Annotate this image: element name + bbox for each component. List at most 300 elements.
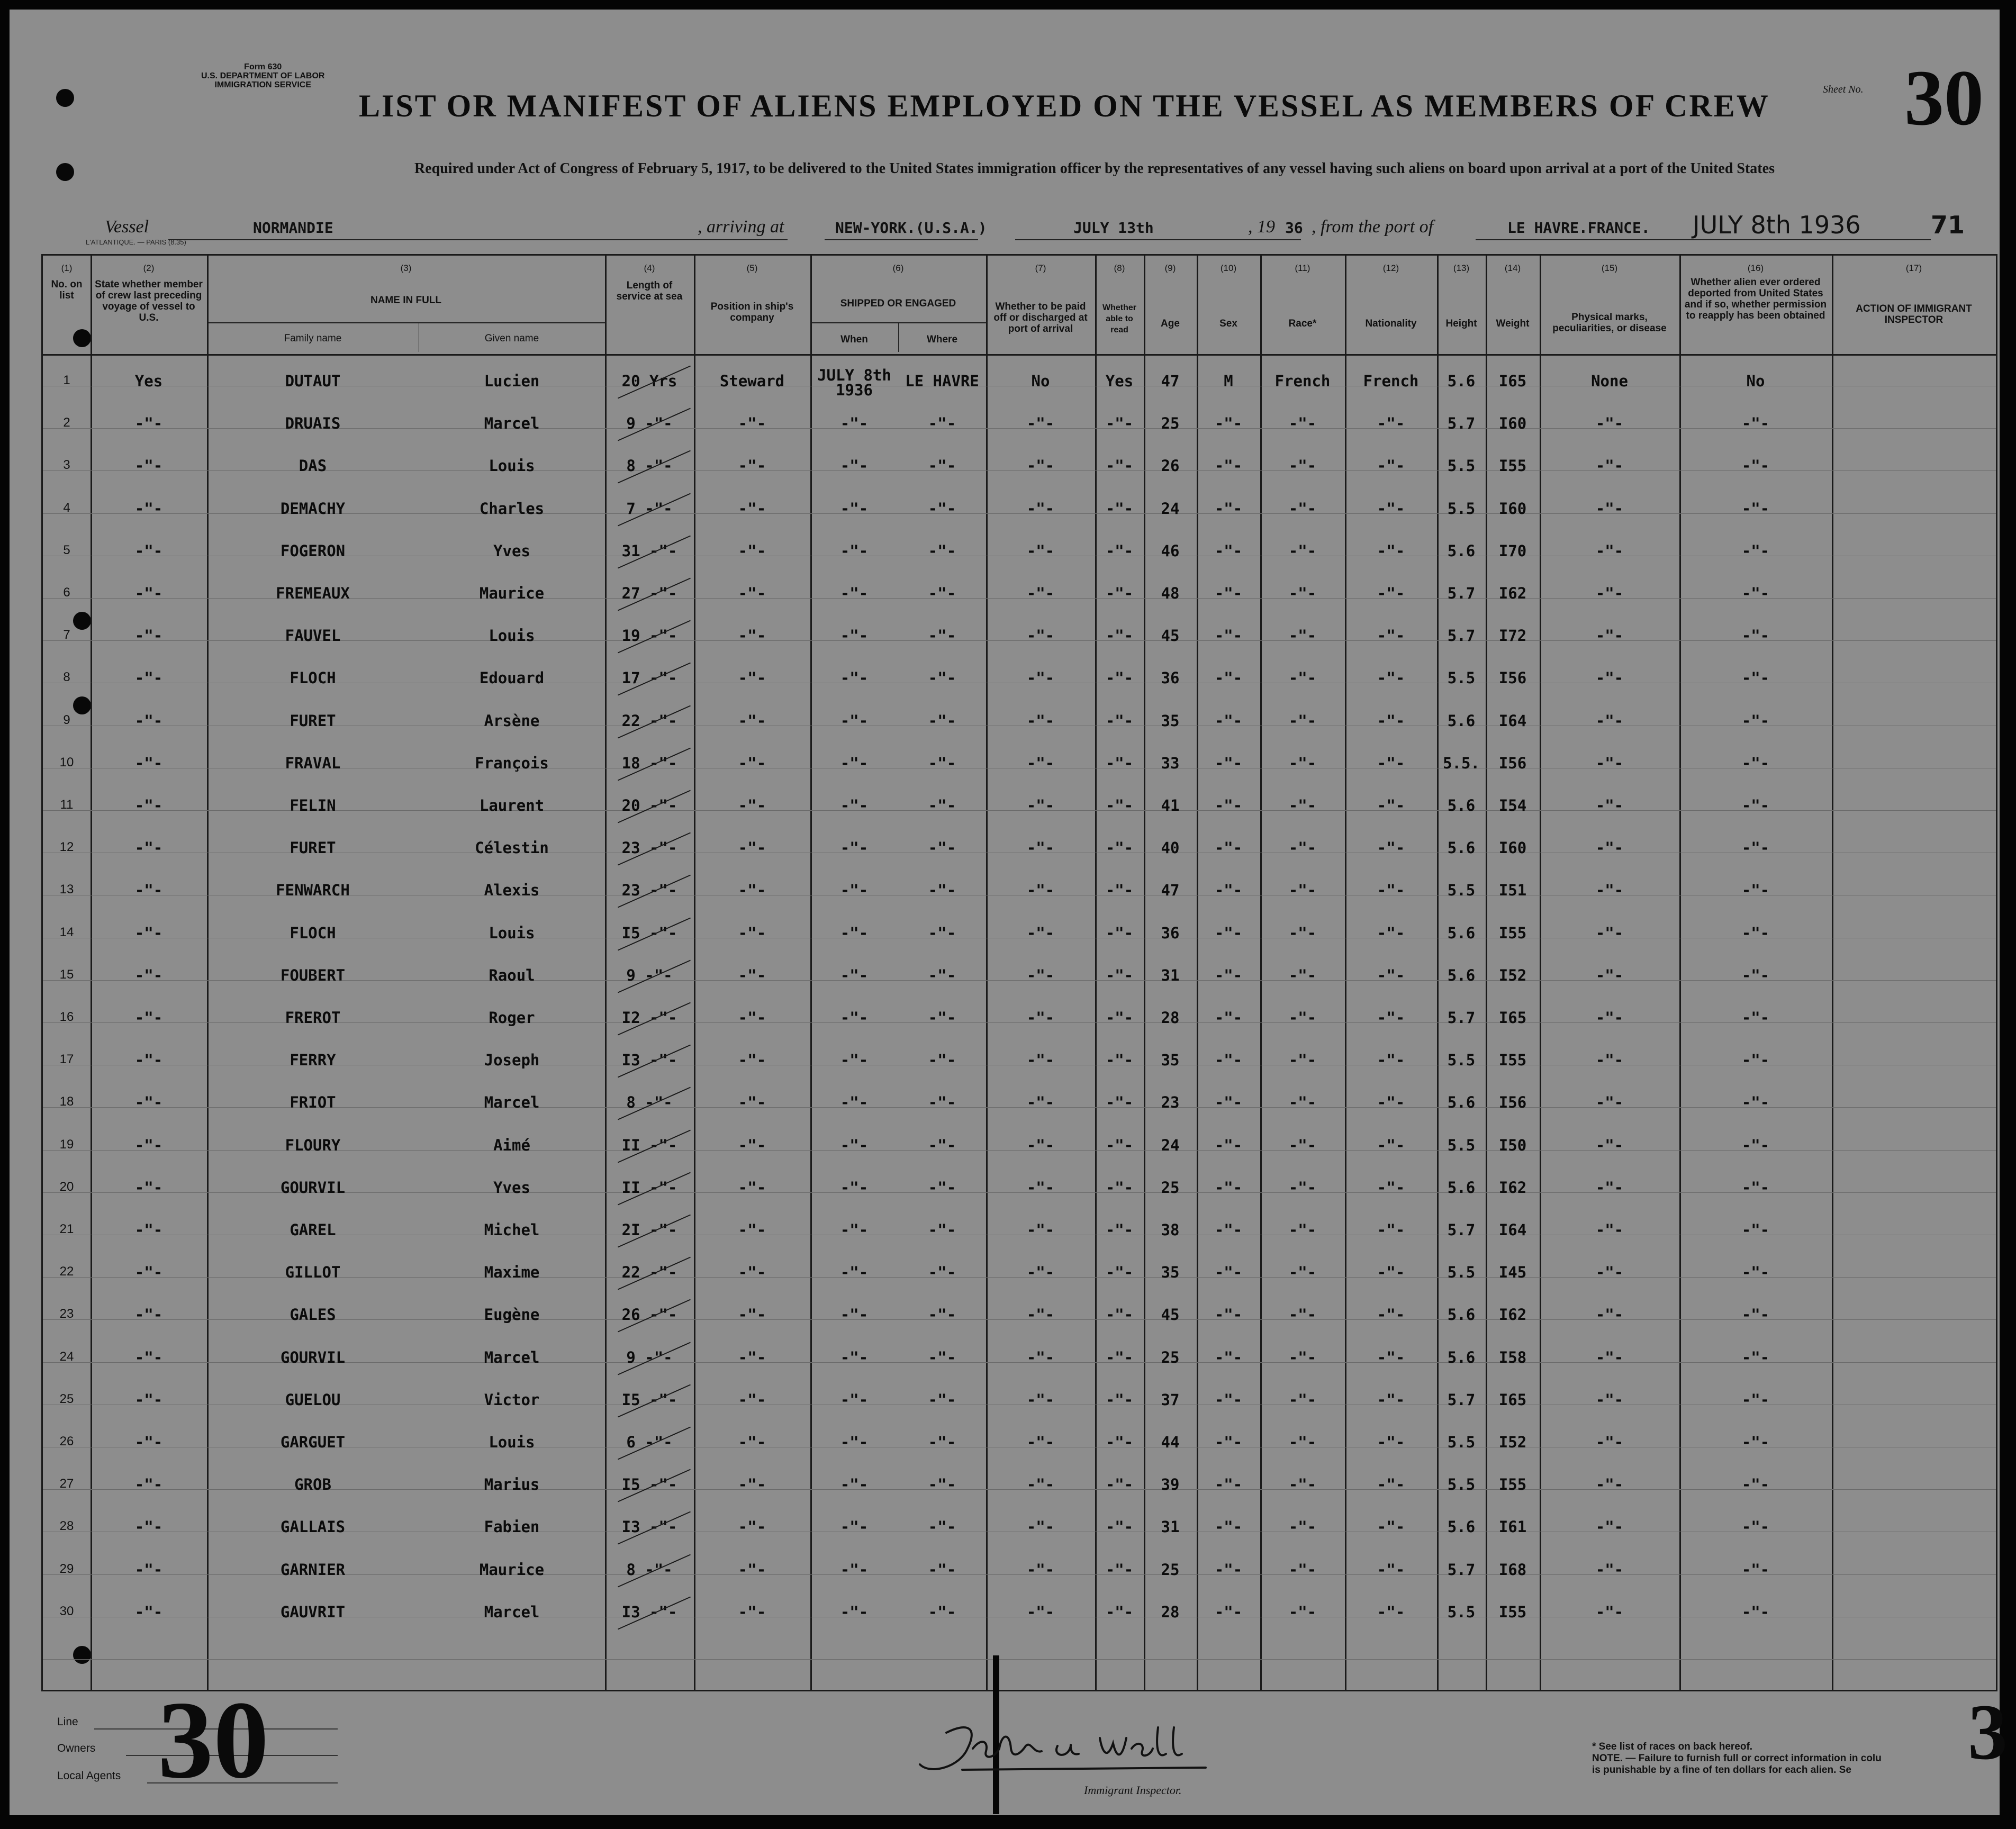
family-name-cell: FLOCH	[290, 923, 336, 942]
shipped-where-cell: -"-	[928, 584, 956, 602]
race-cell: French	[1274, 372, 1331, 390]
line-number: 16	[59, 1010, 74, 1024]
able-to-read-cell: -"-	[1105, 1390, 1134, 1409]
age-cell: 25	[1161, 414, 1180, 433]
family-name-cell: GAREL	[290, 1221, 336, 1239]
able-to-read-cell: -"-	[1105, 1093, 1134, 1112]
race-cell: -"-	[1288, 457, 1317, 475]
race-cell: -"-	[1288, 1306, 1317, 1324]
family-name-cell: FELIN	[290, 796, 336, 814]
arrival-date: JULY 13th	[1073, 219, 1154, 237]
shipped-when-cell: -"-	[840, 966, 869, 984]
age-cell: 28	[1161, 1009, 1180, 1027]
race-cell: -"-	[1288, 1093, 1317, 1112]
deported-cell: -"-	[1741, 669, 1770, 687]
able-to-read-cell: -"-	[1105, 1306, 1134, 1324]
race-cell: -"-	[1288, 1221, 1317, 1239]
deported-cell: -"-	[1741, 1433, 1770, 1451]
age-cell: 45	[1161, 627, 1180, 645]
sex-cell: -"-	[1214, 1518, 1243, 1536]
position-cell: -"-	[738, 541, 766, 560]
given-name-cell: Marius	[484, 1475, 540, 1494]
col6-number: (6)	[892, 263, 904, 273]
paid-off-cell: -"-	[1026, 1178, 1055, 1197]
height-cell: 5.5	[1447, 1051, 1476, 1070]
line-number: 7	[63, 628, 70, 642]
shipped-where-cell: -"-	[928, 881, 956, 900]
line-number: 1	[63, 373, 70, 387]
weight-cell: I56	[1498, 1093, 1527, 1112]
col6-header: SHIPPED OR ENGAGED	[840, 298, 956, 309]
sex-cell: -"-	[1214, 1306, 1243, 1324]
age-cell: 39	[1161, 1475, 1180, 1494]
service-length-cell: 31 -"-	[621, 541, 677, 560]
family-name-cell: FRAVAL	[285, 754, 341, 772]
header-divider	[810, 322, 986, 323]
nationality-cell: -"-	[1377, 1390, 1405, 1409]
weight-cell: I55	[1498, 1602, 1527, 1621]
year-suffix: 36	[1285, 219, 1303, 237]
age-cell: 48	[1161, 584, 1180, 602]
physical-marks-cell: -"-	[1595, 1390, 1624, 1409]
sheet-label: Sheet No.	[1823, 84, 1864, 95]
family-name-cell: FURET	[290, 711, 336, 730]
family-name-cell: GALLAIS	[280, 1518, 346, 1536]
deported-cell: -"-	[1741, 1178, 1770, 1197]
shipped-where-cell: -"-	[928, 1348, 956, 1366]
line-number: 18	[59, 1094, 74, 1109]
nationality-cell: -"-	[1377, 1009, 1405, 1027]
shipped-when-cell: -"-	[840, 839, 869, 857]
able-to-read-cell: -"-	[1105, 1221, 1134, 1239]
shipped-when-cell: -"-	[840, 1602, 869, 1621]
nationality-cell: French	[1363, 372, 1419, 390]
large-sheet-number: 30	[158, 1679, 269, 1801]
able-to-read-cell: -"-	[1105, 584, 1134, 602]
paid-off-cell: -"-	[1026, 1051, 1055, 1070]
nationality-cell: -"-	[1377, 584, 1405, 602]
age-cell: 31	[1161, 1518, 1180, 1536]
family-name-header: Family name	[284, 333, 342, 344]
race-cell: -"-	[1288, 711, 1317, 730]
shipped-where-header: Where	[926, 334, 958, 345]
family-name-cell: FOGERON	[280, 541, 346, 560]
race-cell: -"-	[1288, 1178, 1317, 1197]
given-name-cell: Marcel	[484, 414, 540, 433]
sex-cell: -"-	[1214, 1475, 1243, 1494]
height-cell: 5.5	[1447, 499, 1476, 518]
prev-voyage-cell: -"-	[134, 669, 163, 687]
col10-header: Sex	[1219, 318, 1237, 329]
able-to-read-cell: -"-	[1105, 796, 1134, 814]
physical-marks-cell: -"-	[1595, 1178, 1624, 1197]
service-length-cell: 2I -"-	[621, 1221, 677, 1239]
given-name-cell: Louis	[489, 627, 535, 645]
given-name-cell: Eugène	[484, 1306, 540, 1324]
family-name-cell: GUELOU	[285, 1390, 341, 1409]
line-number: 15	[59, 967, 74, 982]
able-to-read-cell: -"-	[1105, 457, 1134, 475]
given-name-cell: Alexis	[484, 881, 540, 900]
service-length-cell: 17 -"-	[621, 669, 677, 687]
underline	[1015, 239, 1301, 240]
table-row	[43, 1415, 1996, 1457]
physical-marks-cell: -"-	[1595, 754, 1624, 772]
crew-manifest-table	[41, 254, 1997, 1691]
col13-number: (13)	[1453, 263, 1470, 273]
nationality-cell: -"-	[1377, 1051, 1405, 1070]
deported-cell: -"-	[1741, 966, 1770, 984]
col16-header: Whether alien ever ordered deported from United States and if so, whether permission to reapply has been obtained	[1684, 277, 1827, 321]
col8-number: (8)	[1114, 263, 1125, 273]
nationality-cell: -"-	[1377, 669, 1405, 687]
arriving-label: , arriving at	[698, 217, 784, 237]
position-cell: -"-	[738, 966, 766, 984]
line-number: 12	[59, 840, 74, 855]
physical-marks-cell: -"-	[1595, 1136, 1624, 1154]
age-cell: 47	[1161, 372, 1180, 390]
height-cell: 5.5	[1447, 1433, 1476, 1451]
paid-off-cell: -"-	[1026, 1390, 1055, 1409]
shipped-when-cell: -"-	[840, 669, 869, 687]
col14-number: (14)	[1504, 263, 1521, 273]
race-cell: -"-	[1288, 1009, 1317, 1027]
sex-cell: -"-	[1214, 1178, 1243, 1197]
sex-cell: -"-	[1214, 966, 1243, 984]
given-name-cell: Yves	[493, 1178, 530, 1197]
race-cell: -"-	[1288, 499, 1317, 518]
weight-cell: I65	[1498, 372, 1527, 390]
family-name-cell: DRUAIS	[285, 414, 341, 433]
physical-marks-cell: -"-	[1595, 457, 1624, 475]
paid-off-cell: -"-	[1026, 1518, 1055, 1536]
col11-number: (11)	[1295, 263, 1310, 273]
able-to-read-cell: -"-	[1105, 1602, 1134, 1621]
weight-cell: I45	[1498, 1263, 1527, 1282]
position-cell: -"-	[738, 1348, 766, 1366]
col15-number: (15)	[1601, 263, 1618, 273]
document-title: LIST OR MANIFEST OF ALIENS EMPLOYED ON THE VESSEL AS MEMBERS OF CREW	[359, 88, 1770, 123]
nationality-cell: -"-	[1377, 1306, 1405, 1324]
given-name-cell: Michel	[484, 1221, 540, 1239]
physical-marks-cell: -"-	[1595, 923, 1624, 942]
able-to-read-cell: -"-	[1105, 1263, 1134, 1282]
sex-cell: -"-	[1214, 414, 1243, 433]
age-cell: 24	[1161, 1136, 1180, 1154]
height-cell: 5.5	[1447, 669, 1476, 687]
physical-marks-cell: -"-	[1595, 796, 1624, 814]
paid-off-cell: -"-	[1026, 839, 1055, 857]
race-cell: -"-	[1288, 923, 1317, 942]
line-number: 29	[59, 1561, 74, 1576]
shipped-where-cell: -"-	[928, 1475, 956, 1494]
prev-voyage-cell: -"-	[134, 584, 163, 602]
prev-voyage-cell: -"-	[134, 1306, 163, 1324]
service-length-cell: II -"-	[621, 1178, 677, 1197]
table-row	[43, 948, 1996, 991]
nationality-cell: -"-	[1377, 1518, 1405, 1536]
line-number: 2	[63, 415, 70, 430]
height-cell: 5.6	[1447, 711, 1476, 730]
paid-off-cell: -"-	[1026, 754, 1055, 772]
deported-cell: -"-	[1741, 499, 1770, 518]
shipped-when-cell: JULY 8th 1936	[817, 366, 891, 399]
shipped-where-cell: -"-	[928, 1263, 956, 1282]
paid-off-cell: -"-	[1026, 541, 1055, 560]
table-row	[43, 609, 1996, 651]
weight-cell: I62	[1498, 1178, 1527, 1197]
race-cell: -"-	[1288, 541, 1317, 560]
weight-cell: I62	[1498, 584, 1527, 602]
line-label: Line	[57, 1716, 78, 1728]
nationality-cell: -"-	[1377, 499, 1405, 518]
line-number: 20	[59, 1179, 74, 1194]
table-row	[43, 1161, 1996, 1203]
sex-cell: -"-	[1214, 1263, 1243, 1282]
race-cell: -"-	[1288, 1136, 1317, 1154]
given-name-cell: Victor	[484, 1390, 540, 1409]
prev-voyage-cell: Yes	[134, 372, 163, 390]
age-cell: 25	[1161, 1178, 1180, 1197]
height-cell: 5.7	[1447, 1560, 1476, 1579]
able-to-read-cell: -"-	[1105, 1009, 1134, 1027]
deported-cell: -"-	[1741, 1263, 1770, 1282]
col17-number: (17)	[1905, 263, 1922, 273]
age-cell: 25	[1161, 1348, 1180, 1366]
service-length-cell: 8 -"-	[626, 1560, 673, 1579]
sex-cell: -"-	[1214, 1051, 1243, 1070]
deported-cell: -"-	[1741, 1051, 1770, 1070]
race-cell: -"-	[1288, 754, 1317, 772]
deported-cell: -"-	[1741, 541, 1770, 560]
age-cell: 44	[1161, 1433, 1180, 1451]
service-length-cell: 23 -"-	[621, 839, 677, 857]
line-number: 25	[59, 1391, 74, 1406]
table-row	[43, 566, 1996, 609]
prev-voyage-cell: -"-	[134, 1560, 163, 1579]
shipped-where-cell: -"-	[928, 1136, 956, 1154]
able-to-read-cell: -"-	[1105, 1178, 1134, 1197]
service-length-cell: 22 -"-	[621, 1263, 677, 1282]
shipped-when-cell: -"-	[840, 1390, 869, 1409]
position-cell: -"-	[738, 1178, 766, 1197]
service-length-cell: I5 -"-	[621, 1475, 677, 1494]
nationality-cell: -"-	[1377, 1093, 1405, 1112]
deported-cell: -"-	[1741, 839, 1770, 857]
paid-off-cell: -"-	[1026, 457, 1055, 475]
prev-voyage-cell: -"-	[134, 923, 163, 942]
line-number: 26	[59, 1434, 74, 1448]
deported-cell: -"-	[1741, 1518, 1770, 1536]
given-name-cell: Louis	[489, 1433, 535, 1451]
age-cell: 24	[1161, 499, 1180, 518]
col7-header: Whether to be paid off or discharged at port of arrival	[993, 301, 1088, 334]
able-to-read-cell: -"-	[1105, 1518, 1134, 1536]
subtitle: Required under Act of Congress of February 5, 1917, to be delivered to the United States immigration officer by the representatives of any vessel having such aliens on board upon arrival at a port of the United States	[414, 160, 1775, 177]
shipped-where-cell: -"-	[928, 796, 956, 814]
line-number: 14	[59, 925, 74, 939]
paid-off-cell: No	[1031, 372, 1050, 390]
sex-cell: -"-	[1214, 1602, 1243, 1621]
weight-cell: I58	[1498, 1348, 1527, 1366]
table-row	[43, 906, 1996, 948]
punch-hole	[56, 163, 74, 181]
weight-cell: I51	[1498, 881, 1527, 900]
col1-number: (1)	[61, 263, 73, 273]
race-cell: -"-	[1288, 1518, 1317, 1536]
family-name-cell: DAS	[299, 457, 327, 475]
nationality-cell: -"-	[1377, 1221, 1405, 1239]
sex-cell: -"-	[1214, 669, 1243, 687]
sex-cell: -"-	[1214, 881, 1243, 900]
nationality-cell: -"-	[1377, 414, 1405, 433]
punch-hole	[56, 89, 74, 107]
line-number: 4	[63, 500, 70, 515]
deported-cell: -"-	[1741, 1093, 1770, 1112]
given-name-cell: Arsène	[484, 711, 540, 730]
col16-number: (16)	[1747, 263, 1764, 273]
nationality-cell: -"-	[1377, 627, 1405, 645]
vessel-label: Vessel	[105, 217, 149, 237]
height-cell: 5.6	[1447, 1348, 1476, 1366]
line-number: 3	[63, 458, 70, 473]
table-row	[43, 1118, 1996, 1161]
paid-off-cell: -"-	[1026, 1433, 1055, 1451]
deported-cell: -"-	[1741, 1348, 1770, 1366]
family-name-cell: FLOCH	[290, 669, 336, 687]
table-row	[43, 1585, 1996, 1627]
header-divider	[207, 322, 605, 323]
prev-voyage-cell: -"-	[134, 1136, 163, 1154]
service-length-cell: I5 -"-	[621, 1390, 677, 1409]
position-cell: -"-	[738, 1602, 766, 1621]
age-cell: 35	[1161, 1051, 1180, 1070]
col8-header: Whether able to read	[1102, 303, 1136, 334]
height-cell: 5.7	[1447, 1009, 1476, 1027]
prev-voyage-cell: -"-	[134, 796, 163, 814]
service-length-cell: I3 -"-	[621, 1518, 677, 1536]
col4-number: (4)	[644, 263, 655, 273]
height-cell: 5.5	[1447, 1136, 1476, 1154]
physical-marks-cell: -"-	[1595, 669, 1624, 687]
given-name-cell: Lucien	[484, 372, 540, 390]
paid-off-cell: -"-	[1026, 414, 1055, 433]
age-cell: 28	[1161, 1602, 1180, 1621]
position-cell: -"-	[738, 923, 766, 942]
weight-cell: I64	[1498, 1221, 1527, 1239]
nationality-cell: -"-	[1377, 1178, 1405, 1197]
physical-marks-cell: -"-	[1595, 414, 1624, 433]
table-row	[43, 736, 1996, 778]
col7-number: (7)	[1035, 263, 1046, 273]
shipped-when-cell: -"-	[840, 584, 869, 602]
departure-port: LE HAVRE.FRANCE.	[1507, 219, 1650, 237]
height-cell: 5.7	[1447, 1221, 1476, 1239]
given-name-cell: Maurice	[479, 584, 545, 602]
table-row	[43, 524, 1996, 566]
shipped-where-cell: -"-	[928, 541, 956, 560]
age-cell: 36	[1161, 669, 1180, 687]
col11-header: Race*	[1288, 318, 1317, 329]
age-cell: 36	[1161, 923, 1180, 942]
height-cell: 5.5	[1447, 881, 1476, 900]
line-number: 11	[60, 798, 74, 812]
physical-marks-cell: -"-	[1595, 1560, 1624, 1579]
service: IMMIGRATION SERVICE	[214, 80, 311, 89]
shipped-where-cell: -"-	[928, 839, 956, 857]
deported-cell: -"-	[1741, 457, 1770, 475]
shipped-where-cell: -"-	[928, 669, 956, 687]
given-name-cell: Roger	[489, 1009, 535, 1027]
family-name-cell: FURET	[290, 839, 336, 857]
line-number: 24	[59, 1349, 74, 1364]
shipped-where-cell: -"-	[928, 1602, 956, 1621]
shipped-where-cell: -"-	[928, 966, 956, 984]
service-length-cell: 7 -"-	[626, 499, 673, 518]
note-penalty: NOTE. — Failure to furnish full or correct information in colu	[1592, 1753, 1882, 1764]
table-row	[43, 1288, 1996, 1330]
nationality-cell: -"-	[1377, 796, 1405, 814]
prev-voyage-cell: -"-	[134, 627, 163, 645]
shipped-when-cell: -"-	[840, 1560, 869, 1579]
shipped-when-cell: -"-	[840, 541, 869, 560]
given-name-cell: Marcel	[484, 1602, 540, 1621]
line-number: 17	[59, 1052, 74, 1067]
shipped-when-cell: -"-	[840, 711, 869, 730]
service-length-cell: 9 -"-	[626, 966, 673, 984]
position-cell: -"-	[738, 839, 766, 857]
line-number: 19	[59, 1137, 74, 1152]
given-name-cell: Célestin	[475, 839, 549, 857]
given-name-header: Given name	[484, 333, 539, 344]
weight-cell: I55	[1498, 923, 1527, 942]
deported-cell: -"-	[1741, 1475, 1770, 1494]
position-cell: -"-	[738, 669, 766, 687]
weight-cell: I61	[1498, 1518, 1527, 1536]
col12-number: (12)	[1382, 263, 1399, 273]
table-row	[43, 482, 1996, 524]
physical-marks-cell: -"-	[1595, 627, 1624, 645]
deported-cell: -"-	[1741, 414, 1770, 433]
table-row	[43, 1373, 1996, 1415]
service-length-cell: 18 -"-	[621, 754, 677, 772]
shipped-when-cell: -"-	[840, 1136, 869, 1154]
sex-cell: -"-	[1214, 1560, 1243, 1579]
given-name-cell: Maurice	[479, 1560, 545, 1579]
form-identification	[201, 62, 324, 89]
table-row	[43, 821, 1996, 863]
sex-cell: -"-	[1214, 584, 1243, 602]
position-cell: -"-	[738, 1093, 766, 1112]
line-number: 30	[59, 1604, 74, 1618]
deported-cell: No	[1746, 372, 1765, 390]
col15-header: Physical marks, peculiarities, or disease	[1552, 312, 1667, 334]
service-length-cell: 27 -"-	[621, 584, 677, 602]
nationality-cell: -"-	[1377, 1602, 1405, 1621]
weight-cell: I68	[1498, 1560, 1527, 1579]
table-row	[43, 396, 1996, 439]
sex-cell: -"-	[1214, 457, 1243, 475]
physical-marks-cell: -"-	[1595, 881, 1624, 900]
race-cell: -"-	[1288, 669, 1317, 687]
able-to-read-cell: -"-	[1105, 754, 1134, 772]
deported-cell: -"-	[1741, 796, 1770, 814]
position-cell: -"-	[738, 457, 766, 475]
position-cell: -"-	[738, 1221, 766, 1239]
position-cell: -"-	[738, 499, 766, 518]
race-cell: -"-	[1288, 627, 1317, 645]
handwritten-number: 71	[1931, 211, 1965, 239]
